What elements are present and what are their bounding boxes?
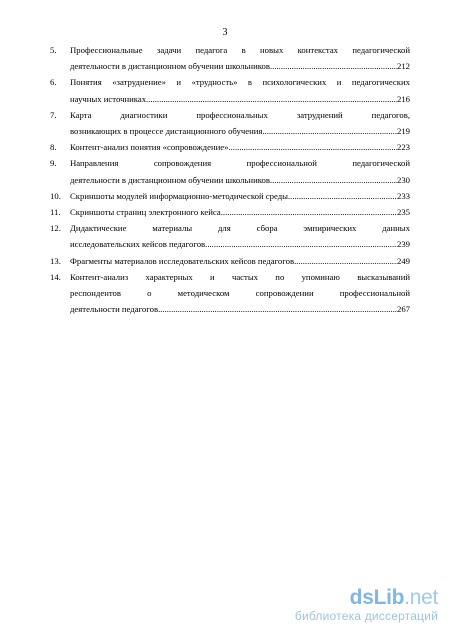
- toc-entry[interactable]: [50, 269, 410, 318]
- toc-entry-last-line: [70, 253, 410, 269]
- dot-leader: [146, 91, 397, 107]
- toc-entry-title-line: Скриншоты страниц электронного кейса: [70, 207, 221, 218]
- toc-entry-body: [70, 107, 410, 139]
- dot-leader: [288, 188, 397, 204]
- toc-entry-last-line: [70, 188, 410, 204]
- toc-entry-title-line: Дидактические материалы для сбора эмпирических данных: [70, 223, 410, 234]
- logo-brand: dsLib: [349, 586, 405, 609]
- dot-leader: [221, 204, 397, 220]
- toc-entry-body: [70, 204, 410, 220]
- dot-leader: [270, 172, 397, 188]
- toc-entry-last-line: [70, 139, 410, 155]
- toc-entry-number: 12.: [50, 223, 61, 234]
- toc-entry-body: [70, 139, 410, 155]
- toc-entry-number: 11.: [50, 207, 61, 218]
- table-of-contents: [50, 42, 410, 317]
- toc-entry-title-line: научных источниках: [70, 93, 147, 104]
- toc-entry-last-line: [70, 123, 410, 139]
- toc-entry-number: 7.: [50, 109, 57, 120]
- toc-entry[interactable]: [50, 42, 410, 74]
- toc-entry-title-line: Профессиональные задачи педагога в новых контекстах педагогической: [70, 45, 410, 55]
- toc-entry[interactable]: [50, 188, 410, 204]
- toc-entry-number: 6.: [50, 77, 57, 88]
- toc-page-number[interactable]: 239: [396, 239, 410, 250]
- toc-page-number[interactable]: 212: [396, 61, 410, 72]
- toc-page-number[interactable]: 249: [396, 255, 410, 266]
- logo-wordmark: [295, 587, 438, 609]
- toc-entry[interactable]: [50, 74, 410, 106]
- page-number: 3: [222, 27, 228, 38]
- toc-entry-body: [70, 74, 410, 106]
- toc-entry-number: 5.: [50, 45, 57, 55]
- toc-entry-title-line: возникающих в процессе дистанционного обучения: [70, 126, 263, 137]
- toc-entry-title-line: Контент-анализ характерных и частых по упоминаю высказываний: [70, 271, 410, 282]
- toc-entry[interactable]: [50, 253, 410, 269]
- toc-page-number[interactable]: 267: [396, 304, 410, 315]
- toc-entry-title-line: исследовательских кейсов педагогов: [70, 239, 206, 250]
- dslib-logo[interactable]: [295, 587, 438, 623]
- toc-entry[interactable]: [50, 204, 410, 220]
- dot-leader: [205, 236, 397, 252]
- toc-entry-title-line: деятельности в дистанционном обучении школьников: [70, 61, 270, 72]
- toc-entry-title-line: Направления сопровождения профессиональной педагогической: [70, 158, 410, 169]
- toc-entry[interactable]: [50, 139, 410, 155]
- toc-entry-title-line: Скриншоты модулей информационно-методической среды: [70, 190, 288, 201]
- toc-entry-number: 9.: [50, 158, 57, 169]
- toc-entry-last-line: [70, 204, 410, 220]
- toc-entry-title-line: респондентов о методическом сопровождении профессиональной: [70, 288, 410, 299]
- toc-entry[interactable]: [50, 107, 410, 139]
- toc-entry-body: [70, 253, 410, 269]
- toc-entry-body: [70, 155, 410, 187]
- dot-leader: [262, 123, 397, 139]
- dot-leader: [270, 58, 397, 74]
- toc-entry-title-line: деятельности педагогов: [70, 304, 159, 315]
- dot-leader: [228, 139, 397, 155]
- toc-entry-title-line: Карта диагностики профессиональных затруднений педагогов,: [70, 109, 410, 120]
- toc-entry[interactable]: [50, 220, 410, 252]
- toc-page-number[interactable]: 230: [396, 174, 410, 185]
- toc-entry-body: [70, 269, 410, 318]
- toc-entry-title-line: Понятия «затруднение» и «трудность» в психологических и педагогических: [70, 77, 410, 88]
- toc-page-number[interactable]: 216: [396, 93, 410, 104]
- toc-entry-number: 8.: [50, 142, 57, 153]
- toc-page-number[interactable]: 219: [396, 126, 410, 137]
- dot-leader: [294, 253, 397, 269]
- logo-domain: .net: [404, 586, 438, 609]
- toc-entry-last-line: [70, 301, 410, 317]
- toc-entry-body: [70, 42, 410, 74]
- toc-entry-last-line: [70, 91, 410, 107]
- toc-entry-number: 14.: [50, 271, 61, 282]
- toc-entry-body: [70, 220, 410, 252]
- toc-entry-last-line: [70, 172, 410, 188]
- toc-entry-title-line: деятельности в дистанционном обучении школьников: [70, 174, 270, 185]
- toc-entry-last-line: [70, 58, 410, 74]
- toc-page-number[interactable]: 235: [396, 207, 410, 218]
- toc-entry-last-line: [70, 236, 410, 252]
- toc-entry-number: 13.: [50, 255, 61, 266]
- toc-entry-title-line: Контент-анализ понятия «сопровождение»: [70, 142, 229, 153]
- toc-page-number[interactable]: 223: [396, 142, 410, 153]
- logo-tagline: библиотека диссертаций: [294, 609, 438, 623]
- toc-page-number[interactable]: 233: [396, 190, 410, 201]
- dot-leader: [158, 301, 397, 317]
- toc-entry-number: 10.: [50, 190, 61, 201]
- toc-entry-title-line: Фрагменты материалов исследовательских кейсов педагогов: [70, 255, 295, 266]
- toc-entry[interactable]: [50, 155, 410, 187]
- toc-entry-body: [70, 188, 410, 204]
